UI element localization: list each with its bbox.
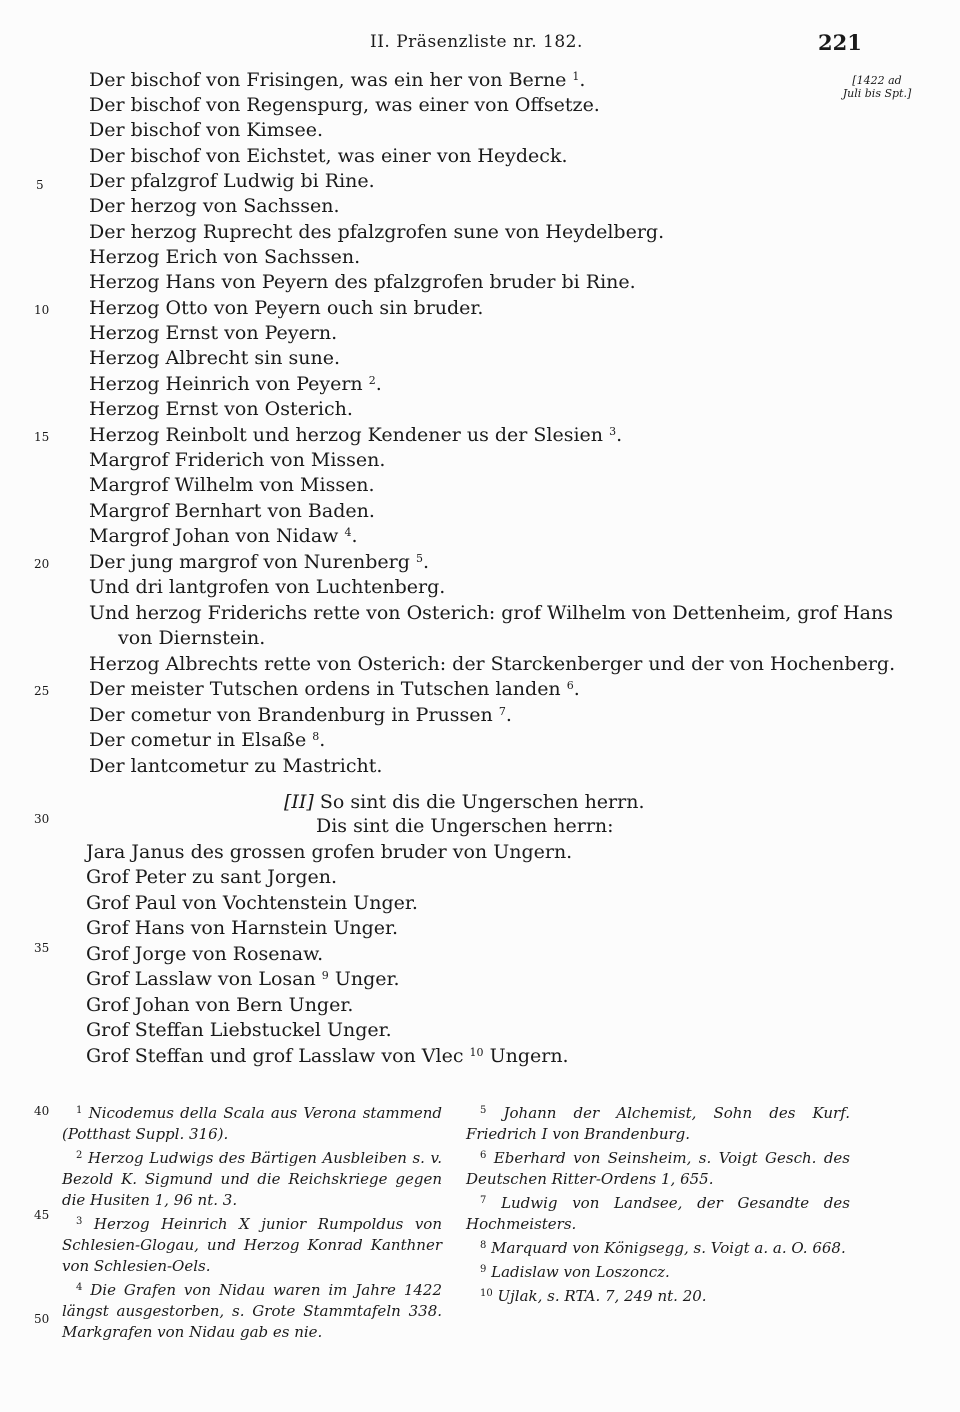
text-line: Herzog Hans von Peyern des pfalzgrofen bruder bi Rine. — [89, 271, 636, 293]
footnote-ref: 6 — [566, 679, 574, 692]
footnote-ref: 4 — [344, 526, 352, 539]
page-number: 221 — [818, 30, 862, 55]
margin-date-note: [1422 ad Juli bis Spt.] — [842, 74, 912, 100]
text-line: Der lantcometur zu Mastricht. — [89, 755, 383, 777]
text-line: Grof Johan von Bern Unger. — [86, 994, 354, 1016]
text-line: Der meister Tutschen ordens in Tutschen landen $^6$. — [89, 678, 580, 700]
text-line: Margrof Bernhart von Baden. — [89, 500, 375, 522]
footnote-ref: 8 — [312, 730, 320, 743]
text-line: Der bischof von Eichstet, was einer von Heydeck. — [89, 145, 568, 167]
text-line: Der bischof von Kimsee. — [89, 119, 323, 141]
line-number: 50 — [34, 1312, 50, 1326]
section-marker: [II] — [284, 791, 314, 813]
text-line: Grof Hans von Harnstein Unger. — [86, 917, 399, 939]
footnote: $^7$ Ludwig von Landsee, der Gesandte des Hochmeisters. — [466, 1194, 850, 1233]
line-number: 25 — [34, 684, 50, 698]
line-number: 40 — [34, 1104, 50, 1118]
footnote-ref: 3 — [609, 425, 617, 438]
text-line-continuation: von Diernstein. — [118, 627, 266, 649]
text-line: Der cometur von Brandenburg in Prussen $^7$. — [89, 704, 512, 726]
text-line: Der cometur in Elsaße $^8$. — [89, 729, 326, 751]
text-line: Herzog Reinbolt und herzog Kendener us der Slesien $^3$. — [89, 424, 623, 446]
line-number: 20 — [34, 557, 50, 571]
footnote: $^6$ Eberhard von Seinsheim, s. Voigt Gesch. des Deutschen Ritter-Ordens 1, 655. — [466, 1149, 850, 1188]
text-line: Und herzog Friderichs rette von Osterich: grof Wilhelm von Dettenheim, grof Hans — [89, 602, 893, 624]
text-line: Margrof Wilhelm von Missen. — [89, 474, 375, 496]
text-line: Herzog Ernst von Peyern. — [89, 322, 338, 344]
section-subheading: Dis sint die Ungerschen herrn: — [316, 815, 614, 837]
running-head: II. Präsenzliste nr. 182. — [370, 32, 583, 52]
footnote: $^5$ Johann der Alchemist, Sohn des Kurf. Friedrich I von Brandenburg. — [466, 1104, 850, 1143]
section-heading: [II] So sint dis die Ungerschen herrn. — [284, 791, 645, 813]
footnote: $^2$ Herzog Ludwigs des Bärtigen Ausbleiben s. v. Bezold K. Sigmund und die Reichskriege gegen die Husiten 1, 96 nt. 3. — [62, 1149, 442, 1209]
footnote: $^8$ Marquard von Königsegg, s. Voigt a. a. O. 668. — [480, 1239, 846, 1257]
text-line: Margrof Johan von Nidaw $^4$. — [89, 525, 358, 547]
text-line: Grof Lasslaw von Losan $^9$ Unger. — [86, 968, 400, 990]
line-number: 15 — [34, 430, 50, 444]
line-number: 45 — [34, 1208, 50, 1222]
line-number: 5 — [36, 178, 44, 192]
footnote-ref: 1 — [572, 70, 580, 83]
footnote-ref: 2 — [368, 374, 376, 387]
footnote-ref: 10 — [469, 1046, 484, 1059]
footnote: $^3$ Herzog Heinrich X junior Rumpoldus von Schlesien-Glogau, und Herzog Konrad Kanthner von Schlesien-Oels. — [62, 1215, 442, 1275]
text-line: Jara Janus des grossen grofen bruder von Ungern. — [86, 841, 573, 863]
text-line: Der herzog von Sachssen. — [89, 195, 340, 217]
page-header — [0, 30, 960, 60]
footnote: $^9$ Ladislaw von Loszoncz. — [480, 1263, 670, 1281]
text-line: Grof Steffan Liebstuckel Unger. — [86, 1019, 392, 1041]
text-line: Grof Peter zu sant Jorgen. — [86, 866, 338, 888]
footnote: $^1$ Nicodemus della Scala aus Verona stammend (Potthast Suppl. 316). — [62, 1104, 442, 1143]
text-line: Herzog Erich von Sachssen. — [89, 246, 361, 268]
text-line: Herzog Albrecht sin sune. — [89, 347, 340, 369]
text-line: Grof Steffan und grof Lasslaw von Vlec $^{10}$ Ungern. — [86, 1045, 569, 1067]
footnotes-left-column — [62, 1100, 442, 1343]
text-line: Und dri lantgrofen von Luchtenberg. — [89, 576, 446, 598]
text-line: Grof Paul von Vochtenstein Unger. — [86, 892, 418, 914]
text-line: Grof Jorge von Rosenaw. — [86, 943, 324, 965]
line-number: 35 — [34, 941, 50, 955]
text-line: Der bischof von Regenspurg, was einer von Offsetze. — [89, 94, 600, 116]
text-line: Herzog Heinrich von Peyern $^2$. — [89, 373, 382, 395]
text-line: Der herzog Ruprecht des pfalzgrofen sune von Heydelberg. — [89, 221, 665, 243]
footnote-ref: 5 — [415, 552, 423, 565]
text-line: Herzog Ernst von Osterich. — [89, 398, 353, 420]
footnote: $^{10}$ Ujlak, s. RTA. 7, 249 nt. 20. — [480, 1287, 707, 1305]
text-line: Margrof Friderich von Missen. — [89, 449, 386, 471]
footnotes-right-column — [466, 1100, 850, 1307]
footnote: $^4$ Die Grafen von Nidau waren im Jahre 1422 längst ausgestorben, s. Grote Stammtafeln 338. Markgrafen von Nidau gab es nie. — [62, 1281, 442, 1341]
text-line: Der bischof von Frisingen, was ein her von Berne $^1$. — [89, 69, 586, 91]
text-line: Der jung margrof von Nurenberg $^5$. — [89, 551, 429, 573]
line-number: 10 — [34, 303, 50, 317]
line-number: 30 — [34, 812, 50, 826]
text-line: Der pfalzgrof Ludwig bi Rine. — [89, 170, 375, 192]
text-line: Herzog Otto von Peyern ouch sin bruder. — [89, 297, 484, 319]
text-line: Herzog Albrechts rette von Osterich: der Starckenberger und der von Hochenberg. — [89, 653, 896, 675]
footnote-ref: 9 — [321, 969, 329, 982]
footnote-ref: 7 — [498, 705, 506, 718]
